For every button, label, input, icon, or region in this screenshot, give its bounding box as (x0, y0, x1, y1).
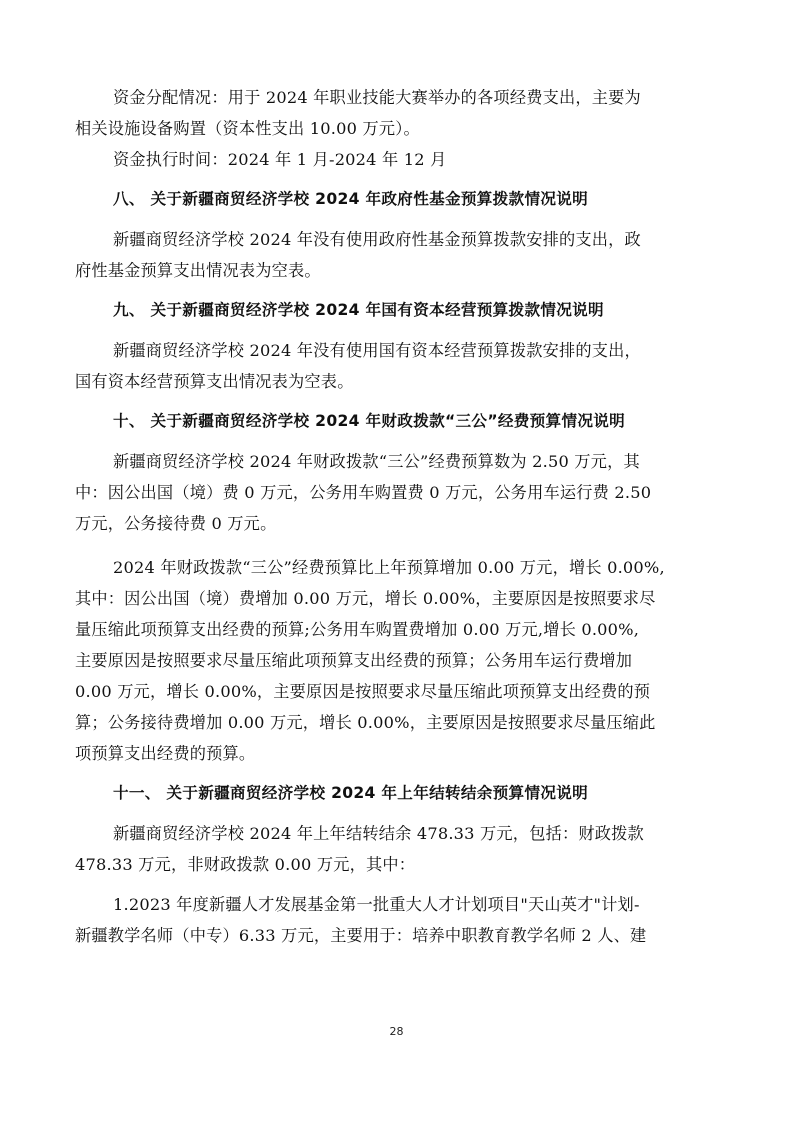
paragraph-line: 府性基金预算支出情况表为空表。 (75, 261, 321, 280)
paragraph-line: 量压缩此项预算支出经费的预算;公务用车购置费增加 0.00 万元,增长 0.00%, (75, 620, 640, 639)
paragraph-line: 新疆商贸经济学校 2024 年财政拨款“三公”经费预算数为 2.50 万元，其 (113, 452, 640, 471)
paragraph-line: 资金执行时间：2024 年 1 月-2024 年 12 月 (113, 150, 447, 169)
section-heading-11: 十一、 关于新疆商贸经济学校 2024 年上年结转结余预算情况说明 (113, 784, 589, 802)
section-heading-10: 十、 关于新疆商贸经济学校 2024 年财政拨款“三公”经费预算情况说明 (113, 412, 626, 430)
paragraph-line: 万元，公务接待费 0 万元。 (75, 514, 277, 533)
section-heading-9: 九、 关于新疆商贸经济学校 2024 年国有资本经营预算拨款情况说明 (113, 301, 604, 319)
paragraph-line: 478.33 万元，非财政拨款 0.00 万元，其中： (75, 855, 416, 874)
paragraph-line: 新疆商贸经济学校 2024 年没有使用国有资本经营预算拨款安排的支出， (113, 341, 641, 360)
paragraph-line: 1.2023 年度新疆人才发展基金第一批重大人才计划项目"天山英才"计划- (113, 895, 640, 914)
paragraph-line: 新疆教学名师（中专）6.33 万元，主要用于：培养中职教育教学名师 2 人、建 (75, 926, 647, 945)
paragraph-line: 新疆商贸经济学校 2024 年没有使用政府性基金预算拨款安排的支出，政 (113, 230, 641, 249)
paragraph-line: 国有资本经营预算支出情况表为空表。 (75, 372, 354, 391)
document-page (75, 82, 711, 951)
paragraph-line: 项预算支出经费的预算。 (75, 744, 256, 763)
paragraph-line: 相关设施设备购置（资本性支出 10.00 万元）。 (75, 119, 420, 138)
paragraph-line: 0.00 万元，增长 0.00%，主要原因是按照要求尽量压缩此项预算支出经费的预 (75, 682, 651, 701)
page-number: 28 (389, 1025, 404, 1038)
paragraph-line: 2024 年财政拨款“三公”经费预算比上年预算增加 0.00 万元，增长 0.00%, (113, 558, 665, 577)
paragraph-line: 主要原因是按照要求尽量压缩此项预算支出经费的预算；公务用车运行费增加 (75, 651, 633, 670)
section-heading-8: 八、 关于新疆商贸经济学校 2024 年政府性基金预算拨款情况说明 (113, 190, 589, 208)
paragraph-line: 中：因公出国（境）费 0 万元，公务用车购置费 0 万元，公务用车运行费 2.50 (75, 483, 652, 502)
paragraph-line: 算；公务接待费增加 0.00 万元，增长 0.00%，主要原因是按照要求尽量压缩此 (75, 713, 656, 732)
paragraph-line: 其中：因公出国（境）费增加 0.00 万元，增长 0.00%，主要原因是按照要求尽 (75, 589, 656, 608)
paragraph-line: 新疆商贸经济学校 2024 年上年结转结余 478.33 万元，包括：财政拨款 (113, 824, 644, 843)
paragraph-line: 资金分配情况：用于 2024 年职业技能大赛举办的各项经费支出，主要为 (113, 88, 641, 107)
